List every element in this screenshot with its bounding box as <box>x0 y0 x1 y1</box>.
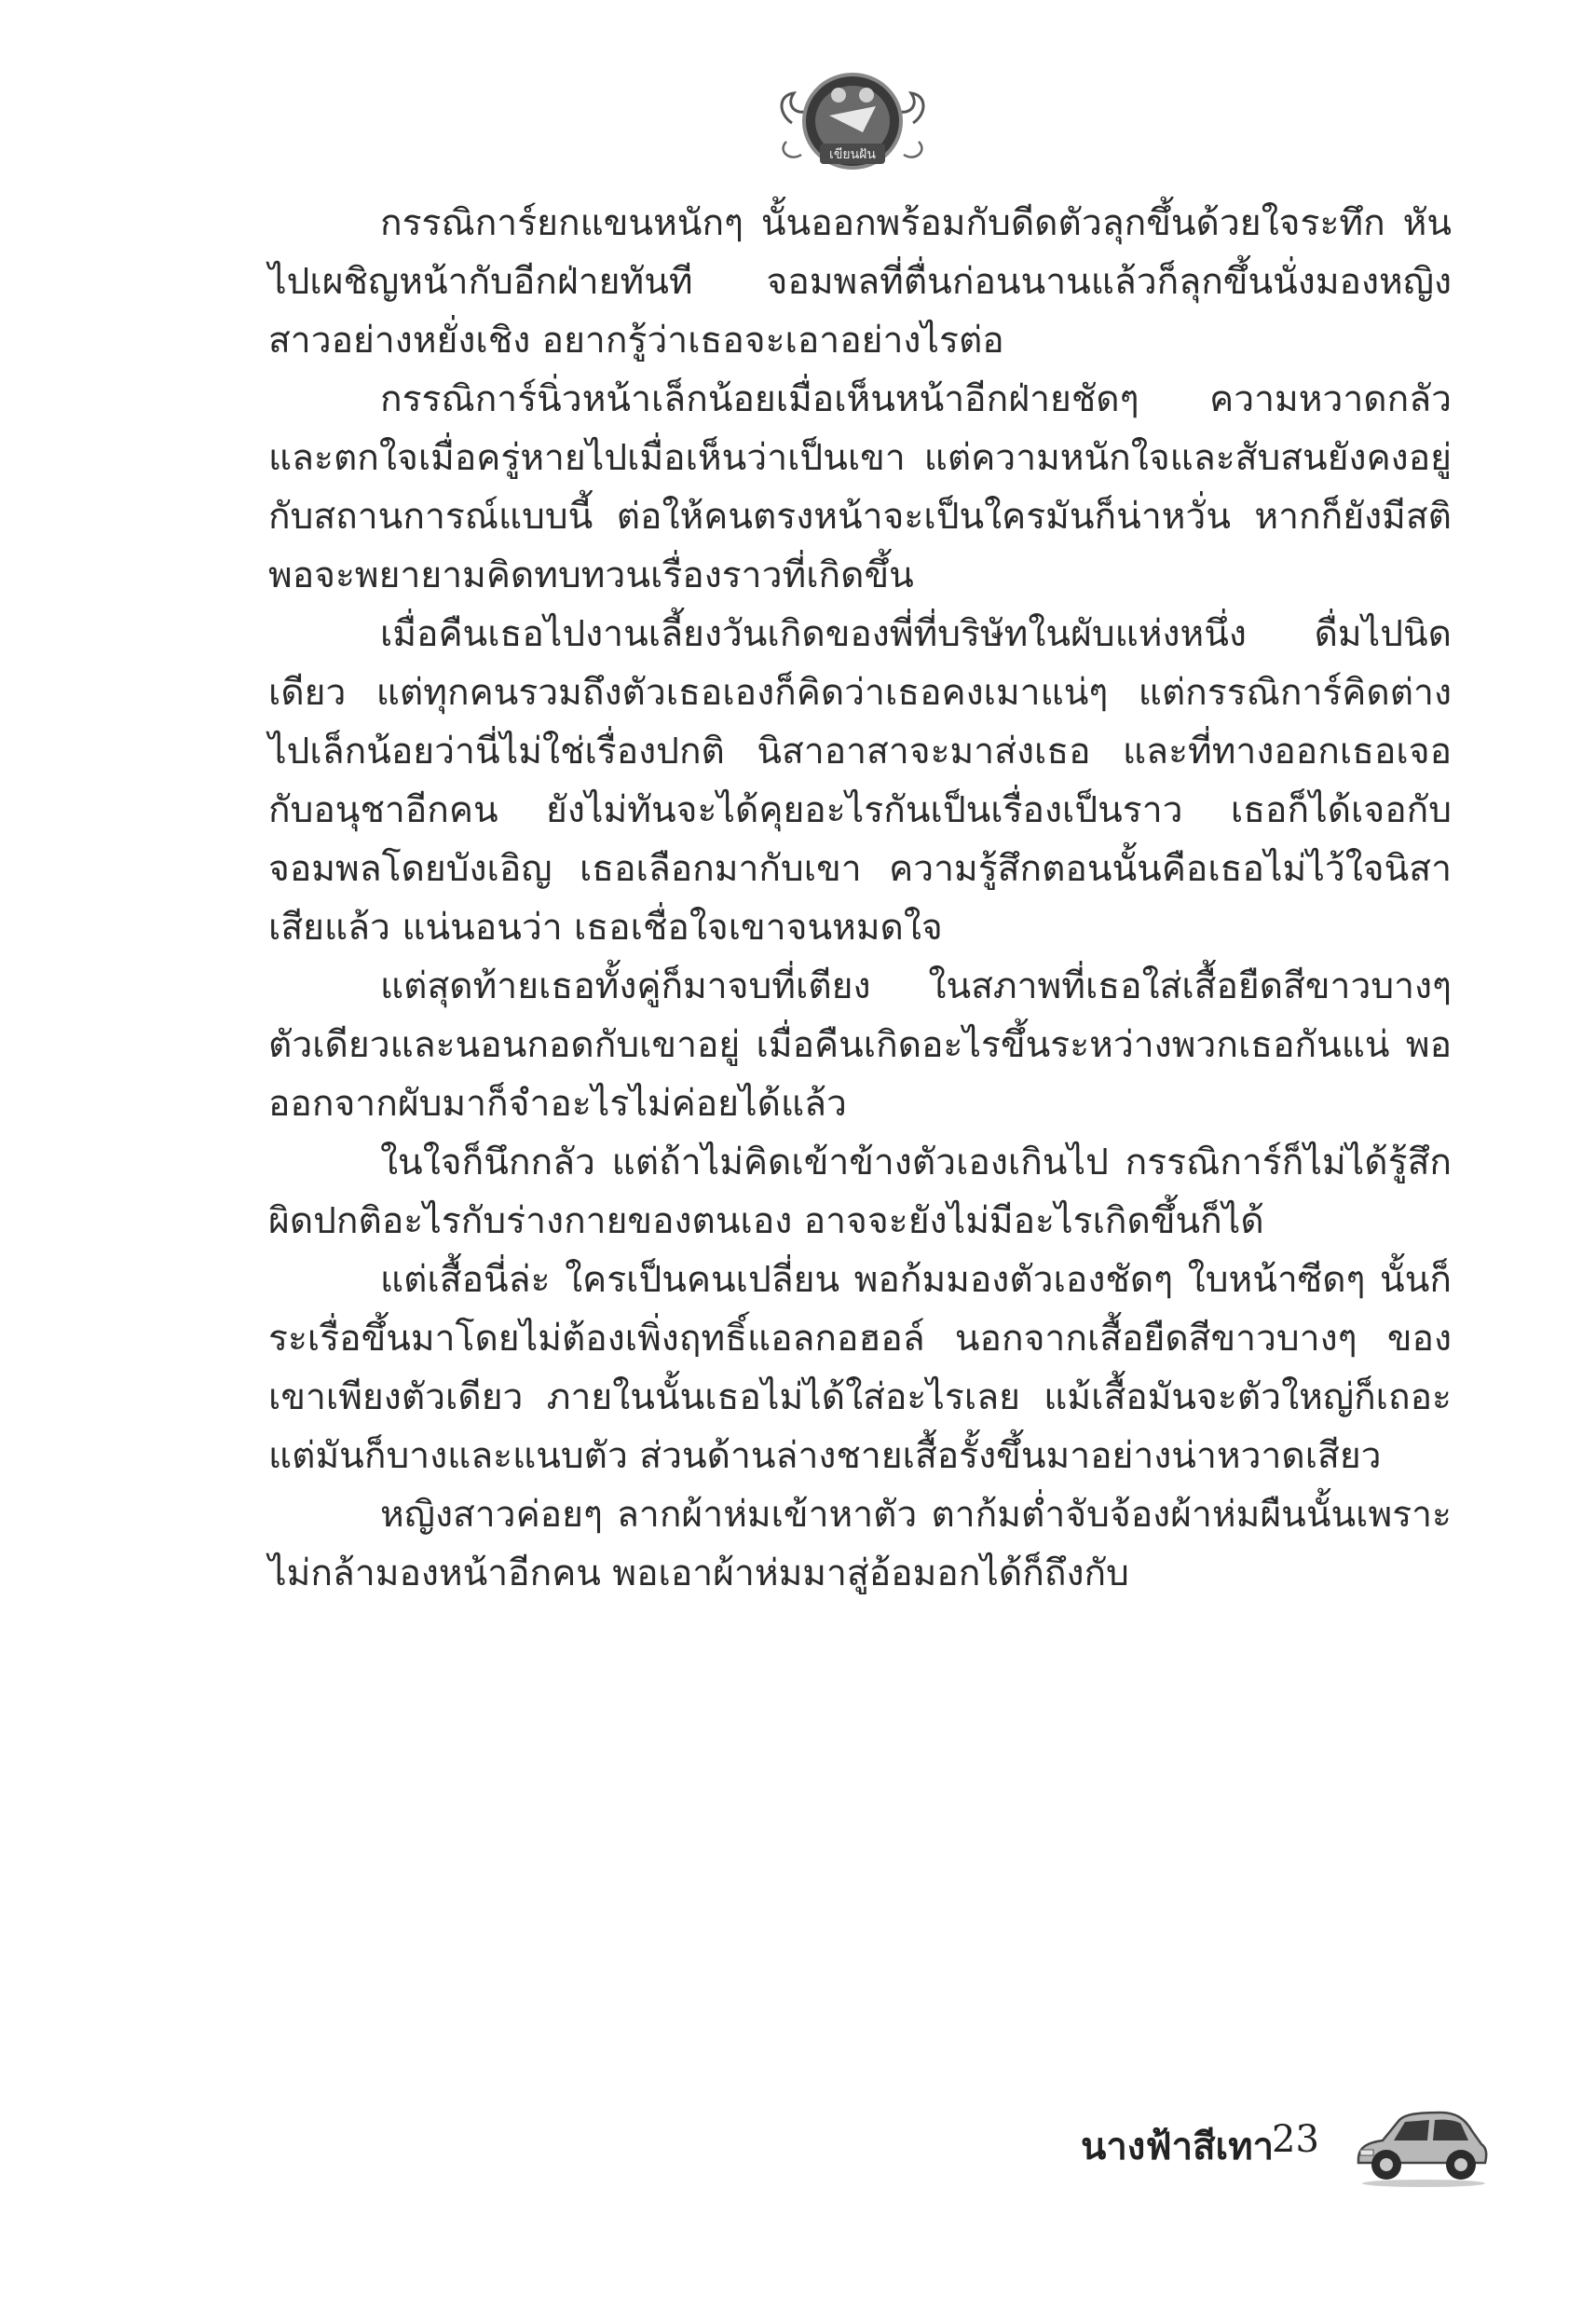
paragraph: หญิงสาวค่อยๆ ลากผ้าห่มเข้าหาตัว ตาก้มต่ำจับจ้องผ้าห่มผืนนั้นเพราะไม่กล้ามองหน้าอีกคน พอเอาผ้าห่มมาสู่อ้อมอกได้ก็ถึงกับ <box>268 1494 1452 1594</box>
paragraph: กรรณิการ์นิ่วหน้าเล็กน้อยเมื่อเห็นหน้าอีกฝ่ายชัดๆ ความหวาดกลัวและตกใจเมื่อครู่หายไปเมื่อเห็นว่าเป็นเขา แต่ความหนักใจและสับสนยังคงอยู่ กับสถานการณ์แบบนี้ ต่อให้คนตรงหน้าจะเป็นใครมันก็น่าหวั่น หากก็ยังมีสติพอจะพยายามคิดทบทวนเรื่องราวที่เกิดขึ้น <box>268 378 1452 596</box>
paragraph: แต่เสื้อนี่ล่ะ ใครเป็นคนเปลี่ยน พอก้มมองตัวเองชัดๆ ใบหน้าซีดๆ นั้นก็ระเรื่อขึ้นมาโดยไม่ต้องเพิ่งฤทธิ์แอลกอฮอล์ นอกจากเสื้อยืดสีขาวบางๆ ของเขาเพียงตัวเดียว ภายในนั้นเธอไม่ได้ใส่อะไรเลย แม้เสื้อมันจะตัวใหญ่ก็เถอะ แต่มันก็บางและแนบตัว ส่วนด้านล่างชายเสื้อรั้งขึ้นมาอย่างน่าหวาดเสียว <box>268 1259 1452 1477</box>
paragraph: เมื่อคืนเธอไปงานเลี้ยงวันเกิดของพี่ที่บริษัทในผับแห่งหนึ่ง ดื่มไปนิดเดียว แต่ทุกคนรวมถึงตัวเธอเองก็คิดว่าเธอคงเมาแน่ๆ แต่กรรณิการ์คิดต่างไปเล็กน้อยว่านี่ไม่ใช่เรื่องปกติ นิสาอาสาจะมาส่งเธอ และที่ทางออกเธอเจอกับอนุชาอีกคน ยังไม่ทันจะได้คุยอะไรกันเป็นเรื่องเป็นราว เธอก็ได้เจอกับจอมพลโดยบังเอิญ เธอเลือกมากับเขา ความรู้สึกตอนนั้นคือเธอไม่ไว้ใจนิสาเสียแล้ว แน่นอนว่า เธอเชื่อใจเขาจนหมดใจ <box>268 613 1452 949</box>
book-title: นางฟ้าสีเทา <box>1081 2126 1275 2168</box>
body-text <box>268 194 1452 1603</box>
page-number: 23 <box>1272 2118 1319 2161</box>
emblem-label: เขียนฝัน <box>829 147 876 162</box>
hatchback-car-icon <box>1351 2101 1491 2190</box>
paragraph: แต่สุดท้ายเธอทั้งคู่ก็มาจบที่เตียง ในสภาพที่เธอใส่เสื้อยืดสีขาวบางๆ ตัวเดียวและนอนกอดกับเขาอยู่ เมื่อคืนเกิดอะไรขึ้นระหว่างพวกเธอกันแน่ พอออกจากผับมาก็จำอะไรไม่ค่อยได้แล้ว <box>268 965 1452 1125</box>
paragraph: กรรณิการ์ยกแขนหนักๆ นั้นออกพร้อมกับดีดตัวลุกขึ้นด้วยใจระทึก หันไปเผชิญหน้ากับอีกฝ่ายทันที จอมพลที่ตื่นก่อนนานแล้วก็ลุกขึ้นนั่งมองหญิงสาวอย่างหยั่งเชิง อยากรู้ว่าเธอจะเอาอย่างไรต่อ <box>268 202 1452 362</box>
paragraph: ในใจก็นึกกลัว แต่ถ้าไม่คิดเข้าข้างตัวเองเกินไป กรรณิการ์ก็ไม่ได้รู้สึกผิดปกติอะไรกับร่างกายของตนเอง อาจจะยังไม่มีอะไรเกิดขึ้นก็ได้ <box>268 1142 1452 1242</box>
page-footer <box>1071 2101 1509 2204</box>
ornamental-crest-icon <box>773 58 932 179</box>
